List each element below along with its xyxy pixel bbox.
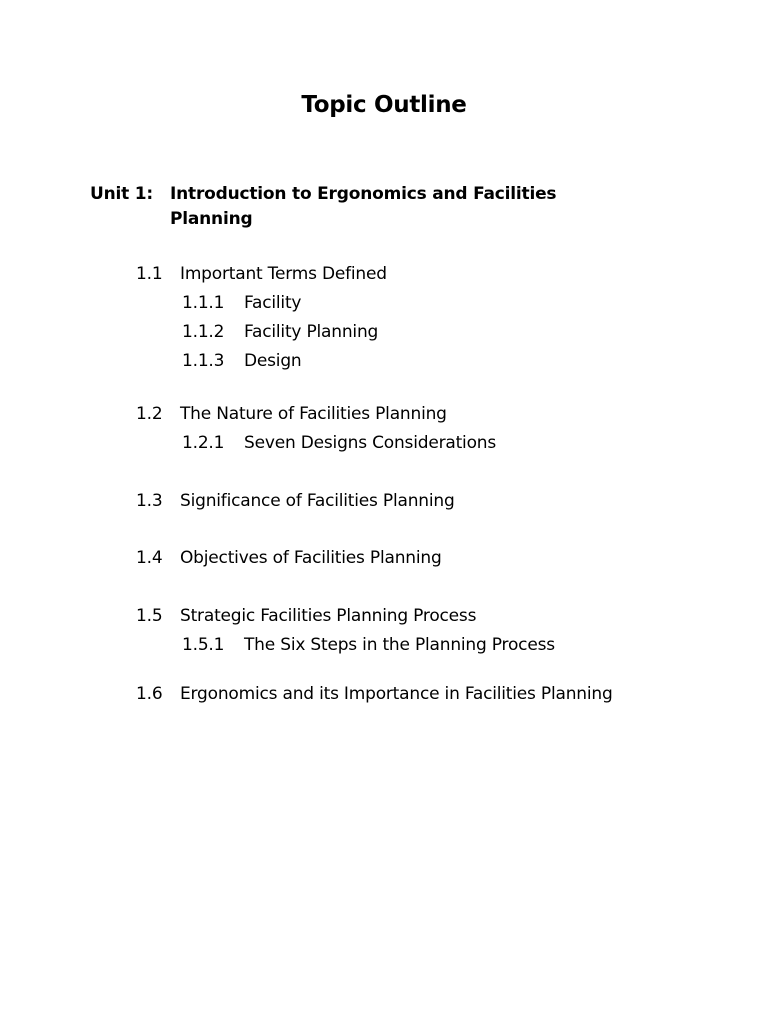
subsection-label: Design: [244, 351, 302, 371]
subsection-number: 1.1.3: [182, 351, 225, 371]
outline-subsection: [182, 350, 302, 372]
subsection-label: Facility Planning: [244, 322, 379, 342]
subsection-number: 1.2.1: [182, 433, 225, 453]
subsection-label: Facility: [244, 293, 302, 313]
outline-section: [136, 547, 442, 569]
subsection-label: Seven Designs Considerations: [244, 433, 497, 453]
section-number: 1.3: [136, 491, 163, 511]
section-number: 1.1: [136, 264, 163, 284]
page-title: Topic Outline: [301, 92, 467, 118]
outline-subsection: [182, 321, 378, 343]
outline-subsection: [182, 634, 555, 656]
outline-section: [136, 605, 476, 627]
unit-title-line1: Introduction to Ergonomics and Facilities: [170, 184, 557, 204]
outline-section: [136, 263, 387, 285]
section-label: Objectives of Facilities Planning: [180, 548, 442, 568]
section-label: Ergonomics and its Importance in Facilities Planning: [180, 684, 613, 704]
unit-number: Unit 1:: [90, 184, 154, 204]
outline-subsection: [182, 292, 301, 314]
unit-title-line2: Planning: [170, 209, 253, 229]
section-label: The Nature of Facilities Planning: [180, 404, 447, 424]
subsection-number: 1.1.1: [182, 293, 225, 313]
unit-heading: [90, 182, 556, 232]
subsection-label: The Six Steps in the Planning Process: [244, 635, 555, 655]
section-label: Important Terms Defined: [180, 264, 387, 284]
outline-section: [136, 403, 447, 425]
subsection-number: 1.5.1: [182, 635, 225, 655]
section-label: Significance of Facilities Planning: [180, 491, 455, 511]
section-number: 1.2: [136, 404, 163, 424]
outline-section: [136, 683, 613, 705]
subsection-number: 1.1.2: [182, 322, 225, 342]
section-number: 1.4: [136, 548, 163, 568]
section-number: 1.6: [136, 684, 163, 704]
unit-heading-line1: [90, 182, 556, 207]
outline-section: [136, 490, 455, 512]
outline-subsection: [182, 432, 496, 454]
section-label: Strategic Facilities Planning Process: [180, 606, 477, 626]
section-number: 1.5: [136, 606, 163, 626]
